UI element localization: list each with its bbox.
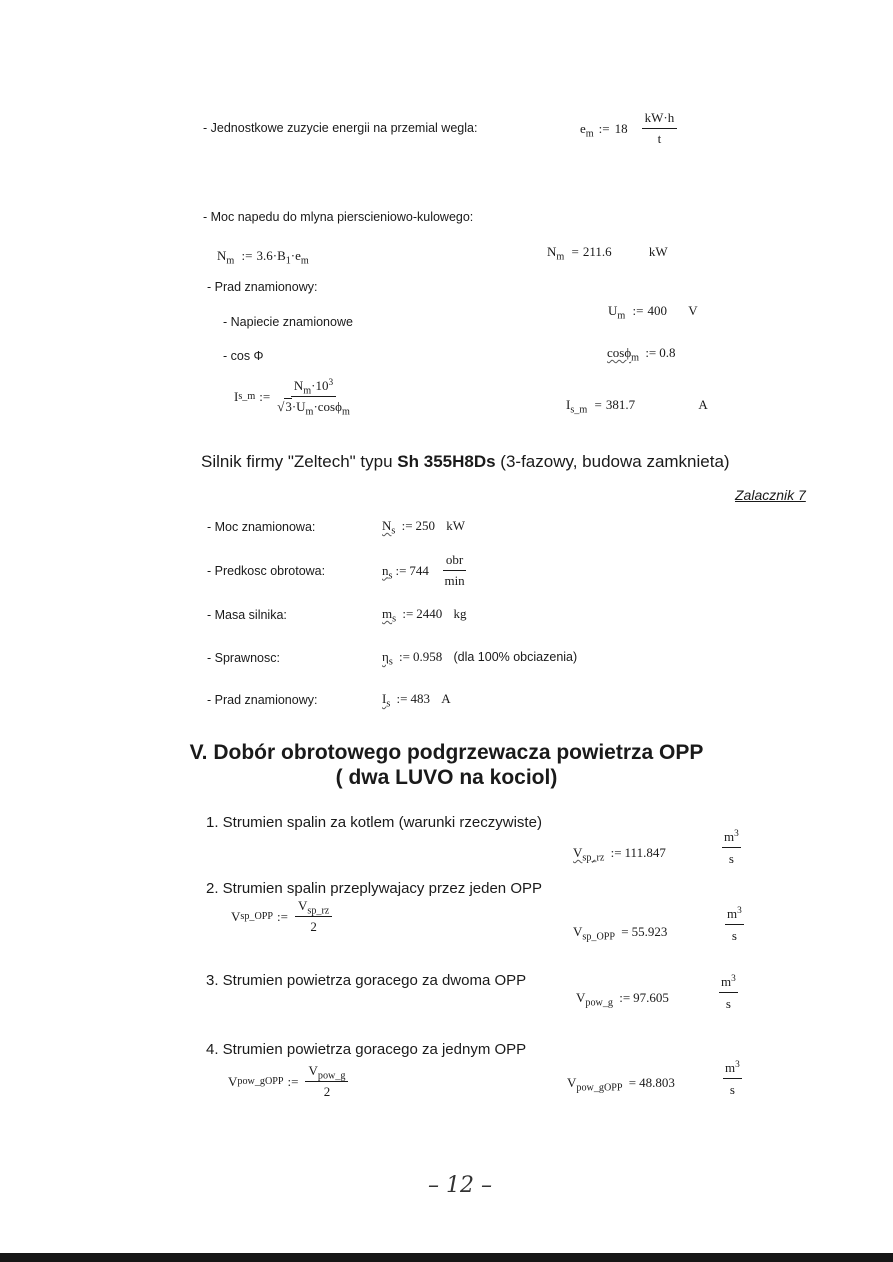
mill-power-result: $N_m = 211.6$ kW <box>547 244 668 263</box>
attachment-reference: Zalacznik 7 <box>735 487 806 503</box>
item-3-assignment: $V_{pow\_g}$ := 97.605 <box>576 990 669 1009</box>
energy-unit: $\frac{kW\cdot h}{t}$ <box>642 110 678 147</box>
energy-label: - Jednostkowe zuzycie energii na przemial wegla: <box>203 121 478 135</box>
item-4-result: $V_{pow\_gOPP} = 48.803$ <box>567 1075 675 1094</box>
item-4-label: 4. Strumien powietrza goracego za jednym OPP <box>206 1041 527 1058</box>
item-1-label: 1. Strumien spalin za kotlem (warunki rzeczywiste) <box>206 814 542 831</box>
item-1-assignment: $V_{sp\_rz}$ := 111.847 <box>573 845 666 864</box>
mill-power-formula: $N_m$ := $3.6\cdot B_1\cdot e_m$ <box>217 248 309 267</box>
current-label: - Prad znamionowy: <box>207 280 318 294</box>
item-2-unit: $\frac{m^3}{s}$ <box>727 905 742 943</box>
motor-title: Silnik firmy "Zeltech" typu Sh 355H8Ds (3-fazowy, budowa zamknieta) <box>201 452 730 471</box>
item-2-result: $V_{sp\_OPP} = 55.923$ <box>573 924 668 943</box>
current-formula: I s_m := $\frac{N_m\cdot 10^3}{√3\cdot U_m\cdot\cos\phi_m}$ <box>234 377 350 418</box>
motor-row-value: $m_s$ := 2440 kg <box>382 606 467 625</box>
energy-var: $e_m$ <box>580 120 594 140</box>
energy-value: 18 <box>614 120 628 136</box>
item-3-unit: $\frac{m^3}{s}$ <box>721 973 736 1011</box>
item-4-unit: $\frac{m^3}{s}$ <box>725 1059 740 1097</box>
motor-row-value: $I_s$ := 483 A <box>382 691 451 710</box>
page-number: – 12 – <box>428 1173 492 1198</box>
item-2-label: 2. Strumien spalin przeplywajacy przez jeden OPP <box>206 880 542 897</box>
motor-row-value: $\eta_s$ := 0.958 (dla 100% obciazenia) <box>382 649 578 668</box>
motor-row-label: - Moc znamionowa: <box>207 520 316 534</box>
motor-row-label: - Predkosc obrotowa: <box>207 564 326 578</box>
motor-row-label: - Masa silnika: <box>207 608 287 622</box>
motor-row-label: - Prad znamionowy: <box>207 693 318 707</box>
motor-row-value: $n_s$ := 744 $\frac{\text{obr}}{\min}$ <box>382 552 465 588</box>
section-title: V. Dobór obrotowego podgrzewacza powietrza OPP <box>189 741 704 764</box>
motor-row-label: - Sprawnosc: <box>207 651 280 665</box>
cos-label: - cos Φ <box>223 349 264 363</box>
current-result: $I_{s\_m} = 381.7$ A <box>566 397 708 416</box>
item-2-formula: V sp_OPP := $\frac{V_{sp\_rz}}{2}$ <box>231 898 335 935</box>
scan-edge-bar <box>0 1253 893 1262</box>
voltage-label: - Napiecie znamionowe <box>223 315 353 329</box>
item-3-label: 3. Strumien powietrza goracego za dwoma OPP <box>206 972 527 989</box>
energy-assignment: $e_m$ := 18 $\frac{kW\cdot h}{t}$ <box>580 110 680 147</box>
mill-power-label: - Moc napedu do mlyna pierscieniowo-kulowego: <box>203 210 474 224</box>
voltage-assignment: $U_m$ := 400 V <box>608 303 698 322</box>
section-subtitle: ( dwa LUVO na kociol) <box>335 766 558 789</box>
item-4-formula: V pow_gOPP := $\frac{V_{pow\_g}}{2}$ <box>228 1063 351 1100</box>
cos-assignment: cosϕ$_m$ := 0.8 <box>607 345 676 364</box>
item-1-unit: $\frac{m^3}{s}$ <box>724 828 739 866</box>
motor-row-value: $N_s$ := 250 kW <box>382 518 466 537</box>
